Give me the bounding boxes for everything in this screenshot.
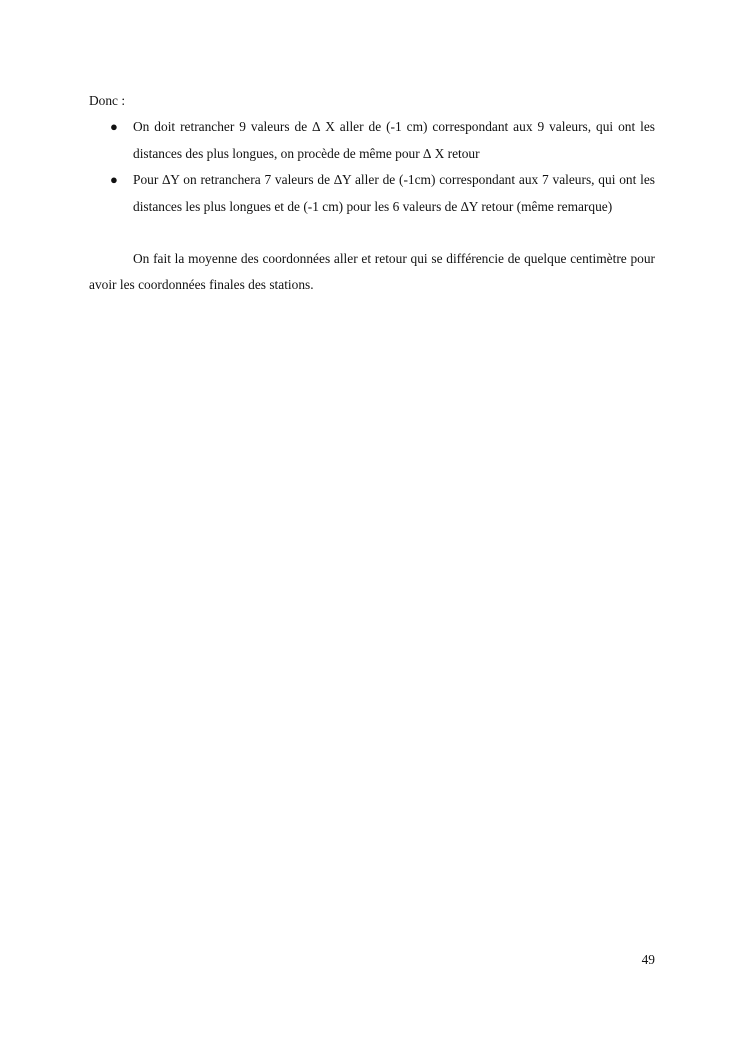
bullet-icon: ● xyxy=(110,172,118,187)
page-number: 49 xyxy=(641,952,655,967)
body-paragraph: On fait la moyenne des coordonnées aller et retour qui se différencie de quelque centimètre pour avoir les coordonnées finales des stations. xyxy=(89,251,655,292)
bullet-item xyxy=(89,114,655,167)
bullet-text: On doit retrancher 9 valeurs de ∆ X aller de (-1 cm) correspondant aux 9 valeurs, qui ont les distances des plus longues, on procède de même pour ∆ X retour xyxy=(133,119,655,161)
bullet-icon: ● xyxy=(110,119,118,134)
intro-text: Donc : xyxy=(89,93,126,108)
bullet-list xyxy=(89,114,655,220)
bullet-item xyxy=(89,167,655,220)
page-content xyxy=(89,88,655,298)
bullet-text: Pour ∆Y on retranchera 7 valeurs de ∆Y aller de (-1cm) correspondant aux 7 valeurs, qui ont les distances les plus longues et de (-1 cm) pour les 6 valeurs de ∆Y retour (même remarque) xyxy=(133,172,655,214)
